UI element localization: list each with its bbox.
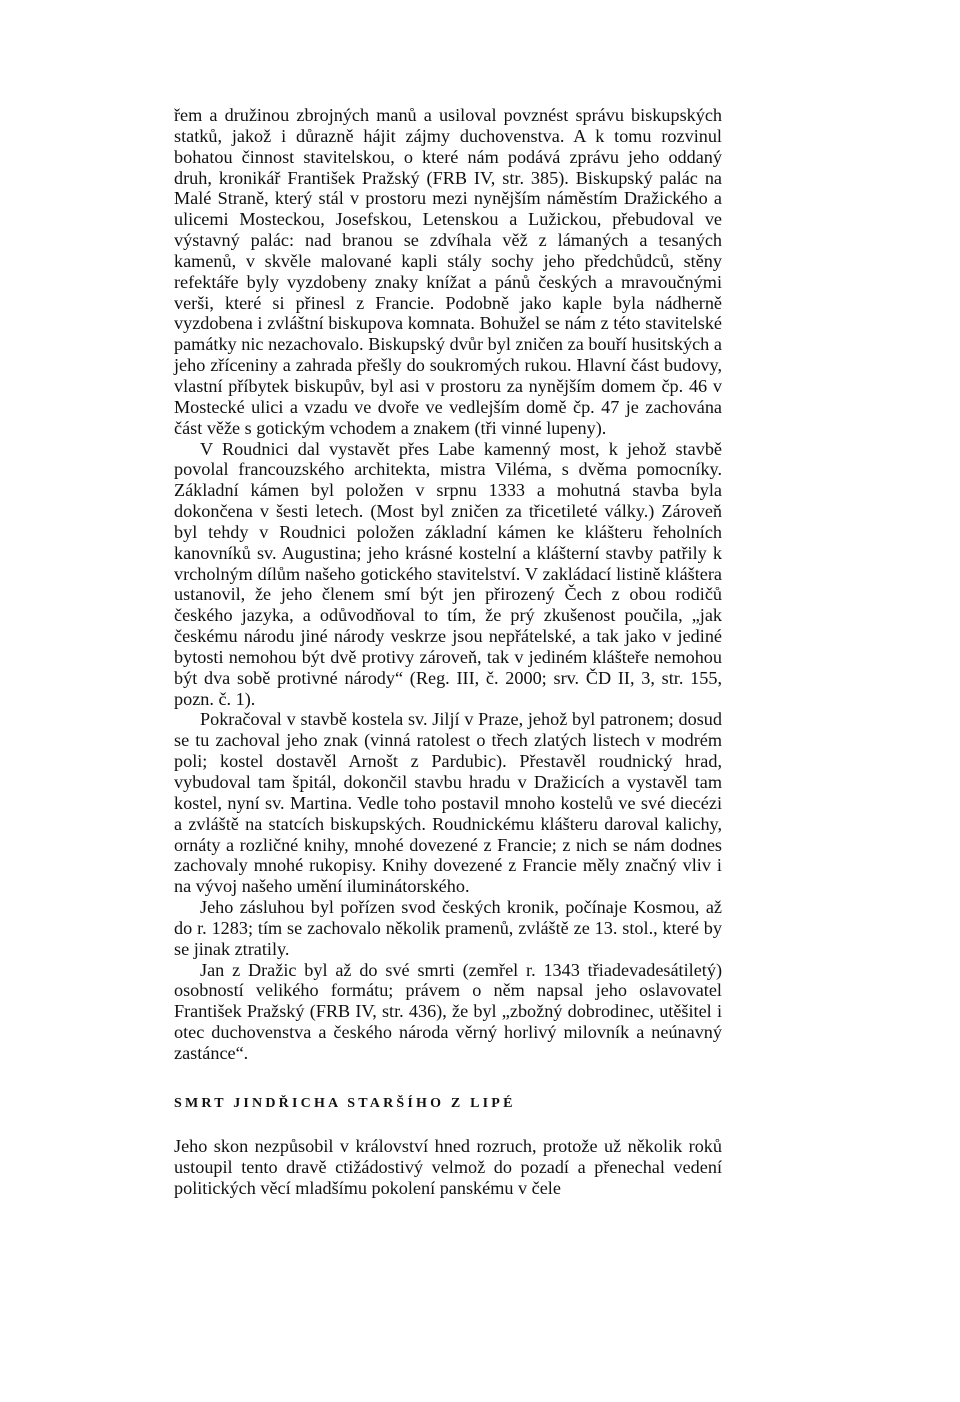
paragraph-st-giles: Pokračoval v stavbě kostela sv. Jiljí v Praze, jehož byl patronem; dosud se tu zachoval jeho znak (vinná ratolest o třech zlatých listech v modrém poli; kostel dostavěl Arnošt z Pardubic). Přestavěl roudnický hrad, vybudoval tam špitál, dokončil stavbu hradu v Dražicích a vystavěl tam kostel, nyní sv. Martina. Vedle toho postavil mnoho kostelů ve své diecézi a zvláště na statcích biskupských. Roudnickému klášteru daroval kalichy, ornáty a rozličné knihy, mnohé dovezené z Francie; z nich se nám dodnes zachovaly mnohé rukopisy. Knihy dovezené z Francie měly značný vliv i na vývoj našeho umění iluminátorského. bbox=[174, 709, 722, 897]
paragraph-chronicles: Jeho zásluhou byl pořízen svod českých kronik, počínaje Kosmou, až do r. 1283; tím se zachovalo několik pramenů, zvláště ze 13. stol., které by se jinak ztratily. bbox=[174, 897, 722, 959]
paragraph-jan-z-drazic: Jan z Dražic byl až do své smrti (zemřel r. 1343 třiadevadesátiletý) osobností velikého formátu; právem o něm napsal jeho oslavovatel František Pražský (FRB IV, str. 436), že byl „zbožný dobrodinec, utěšitel i otec duchovenstva a českého národa věrný horlivý milovník a neúnavný zastánce“. bbox=[174, 959, 722, 1063]
page-body bbox=[174, 105, 722, 1198]
section-heading: SMRT JINDŘICHA STARŠÍHO Z LIPÉ bbox=[174, 1095, 516, 1111]
paragraph-roudnice-bridge: V Roudnici dal vystavět přes Labe kamenný most, k jehož stavbě povolal francouzského architekta, mistra Viléma, s dvěma pomocníky. Základní kámen byl položen v srpnu 1333 a mohutná stavba byla dokončena v šesti letech. (Most byl zničen za třicetileté války.) Zároveň byl tehdy v Roudnici položen základní kámen ke klášteru řeholních kanovníků sv. Augustina; jeho krásné kostelní a klášterní stavby patřily k vrcholným dílům našeho gotického stavitelství. V zakládací listině kláštera ustanovil, že jeho členem smí být jen přirozený Čech z obou rodičů českého jazyka, a odůvodňoval to tím, že prý zkušenost poučila, „jak českému národu jiné národy veskrze jsou nepřátelské, a tak jako v jediné bytosti nemohou být dvě protivy zároveň, tak v jediném klášteře nemohou být dva sobě protivné národy“ (Reg. III, č. 2000; srv. ČD II, 3, str. 155, pozn. č. 1). bbox=[174, 438, 722, 709]
paragraph-palace: řem a družinou zbrojných manů a usiloval povznést správu biskupských statků, jakož i důrazně hájit zájmy duchovenstva. A k tomu rozvinul bohatou činnost stavitelskou, o které nám podává zprávu jeho oddaný druh, kronikář František Pražský (FRB IV, str. 385). Biskupský palác na Malé Straně, který stál v prostoru mezi nynějším náměstím Dražického a ulicemi Mosteckou, Josefskou, Letenskou a Lužickou, přebudoval ve výstavný palác: nad branou se zdvíhala věž z lámaných a tesaných kamenů, v skvěle malované kapli stály sochy jeho předchůdců, stěny refektáře byly vyzdobeny znaky knížat a pánů českých a mravoučnými verši, které si přinesl z Francie. Podobně jako kaple byla nádherně vyzdobena i zvláštní biskupova komnata. Bohužel se nám z této stavitelské památky nic nezachovalo. Biskupský dvůr byl zničen za bouří husitských a jeho zříceniny a zahrada přešly do soukromých rukou. Hlavní část budovy, vlastní příbytek biskupův, byl asi v prostoru za nynějším domem čp. 46 v Mostecké ulici a vzadu ve dvoře ve vedlejším domě čp. 47 je zachována část věže s gotickým vchodem a znakem (tři vinné lupeny). bbox=[174, 105, 722, 438]
paragraph-closing: Jeho skon nezpůsobil v království hned rozruch, protože už několik roků ustoupil tento dravě ctižádostivý velmož do pozadí a přenechal vedení politických věcí mladšímu pokolení panskému v čele bbox=[174, 1135, 722, 1198]
